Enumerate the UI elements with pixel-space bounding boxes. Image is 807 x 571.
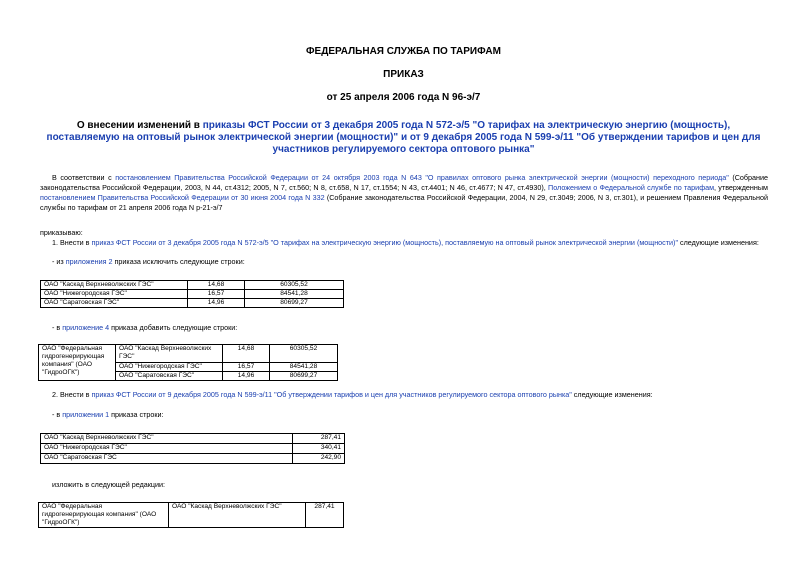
table-row [41, 281, 344, 290]
preamble-paragraph [40, 173, 768, 213]
cell-name: ОАО "Каскад Верхневолжских ГЭС" [41, 281, 188, 290]
preamble-text-1: В соответствии с [52, 173, 116, 182]
sub-item-2 [52, 323, 237, 332]
sub-item-1-link[interactable]: приложения 2 [65, 257, 113, 266]
sub-item-3-text-2: приказа строки: [109, 410, 164, 419]
cell-rate: 14,96 [188, 299, 245, 308]
cell-name: ОАО "Саратовская ГЭС" [116, 372, 223, 381]
cell-value: 80699,27 [270, 372, 338, 381]
agency-heading: ФЕДЕРАЛЬНАЯ СЛУЖБА ПО ТАРИФАМ [306, 46, 501, 57]
table-row [39, 503, 344, 528]
preamble-text-4: (Собрание законодательства Российской Федерации, 2004, N 29, ст.3049; 2006, N 3, ст.301), и решением Правления Федеральной службы по тарифам от 21 апреля 2006 года N р-21-э/7 [40, 193, 769, 212]
cell-rate: 14,96 [223, 372, 270, 381]
cell-value: 287,41 [293, 434, 345, 444]
item-2 [52, 390, 653, 399]
cell-name: ОАО "Нижегородская ГЭС" [41, 444, 293, 454]
cell-value: 80699,27 [245, 299, 344, 308]
table-new-rows [38, 502, 344, 528]
cell-value: 60305,52 [245, 281, 344, 290]
item-1-link[interactable]: приказ ФСТ России от 3 декабря 2005 года N 572-э/5 "О тарифах на электрическую энергию (мощность), поставляемую на оптовый рынок электрической энергии (мощности)" [91, 238, 679, 247]
table-row [41, 454, 345, 464]
doc-title [40, 120, 767, 156]
table-row [39, 345, 338, 363]
table-row [41, 434, 345, 444]
preamble-text-3: , утвержденным [714, 183, 768, 192]
cell-rate: 14,68 [223, 345, 270, 363]
cell-value: 287,41 [306, 503, 344, 528]
preamble-link-1[interactable]: постановлением Правительства Российской Федерации от 24 октября 2003 года N 643 "О правилах оптового рынка электрической энергии (мощности) переходного периода" [115, 173, 729, 182]
title-link[interactable]: приказы ФСТ России от 3 декабря 2005 года N 572-э/5 "О тарифах на электрическую энергию (мощность), поставляемую на оптовый рынок электрической энергии (мощности)" и от 9 декабря 2005 года N 599-э/11 "Об утверждении тарифов и цен для участников регулируемого сектора оптового рынка" [46, 120, 761, 155]
doc-date: от 25 апреля 2006 года N 96-э/7 [326, 92, 481, 103]
sub-item-1-text-1: - из [52, 257, 66, 266]
cell-name: ОАО "Нижегородская ГЭС" [116, 363, 223, 372]
sub-item-4: изложить в следующей редакции: [52, 480, 166, 489]
cell-company: ОАО "Федеральная гидрогенерирующая компания" (ОАО "ГидроОГК") [39, 503, 169, 528]
sub-item-2-text-2: приказа добавить следующие строки: [109, 323, 238, 332]
cell-value: 84541,28 [245, 290, 344, 299]
preamble-link-3[interactable]: постановлением Правительства Российской Федерации от 30 июня 2004 года N 332 [40, 193, 325, 202]
title-prefix: О внесении изменений в [76, 120, 203, 131]
sub-item-3-text-1: - в [52, 410, 63, 419]
preamble-link-2[interactable]: Положением о Федеральной службе по тарифам [548, 183, 715, 192]
item-2-text-2: следующие изменения: [571, 390, 653, 399]
doc-type-heading: ПРИКАЗ [383, 69, 424, 80]
sub-item-1-text-2: приказа исключить следующие строки: [112, 257, 245, 266]
cell-value: 340,41 [293, 444, 345, 454]
sub-item-2-link[interactable]: приложение 4 [62, 323, 110, 332]
preamble-text-2: (Собрание законодательства Российской Федерации, 2003, N 44, ст.4312; 2005, N 7, ст.560; N 8, ст.658, N 17, ст.1554; N 43, ст.4401; N 46, ст.4677; N 47, ст.4930), [40, 173, 769, 192]
table-added-rows [38, 344, 338, 381]
table-row [41, 444, 345, 454]
cell-value: 84541,28 [270, 363, 338, 372]
item-1 [52, 238, 759, 247]
table-replaced-rows [40, 433, 345, 464]
item-1-text-2: следующие изменения: [678, 238, 759, 247]
sub-item-3-link[interactable]: приложении 1 [62, 410, 110, 419]
cell-name: ОАО "Нижегородская ГЭС" [41, 290, 188, 299]
sub-item-3 [52, 410, 164, 419]
table-row [41, 290, 344, 299]
order-word: приказываю: [40, 228, 83, 237]
sub-item-1 [52, 257, 245, 266]
table-row [41, 299, 344, 308]
table-excluded-rows [40, 280, 344, 308]
item-2-link[interactable]: приказ ФСТ России от 9 декабря 2005 года N 599-э/11 "Об утверждении тарифов и цен для участников регулируемого сектора оптового рынка" [91, 390, 572, 399]
sub-item-2-text-1: - в [52, 323, 63, 332]
cell-name: ОАО "Каскад Верхневолжских ГЭС" [41, 434, 293, 444]
cell-name: ОАО "Саратовская ГЭС" [41, 299, 188, 308]
cell-value: 242,90 [293, 454, 345, 464]
cell-rate: 16,57 [188, 290, 245, 299]
cell-name: ОАО "Саратовская ГЭС [41, 454, 293, 464]
cell-value: 60305,52 [270, 345, 338, 363]
cell-rate: 14,68 [188, 281, 245, 290]
cell-rate: 16,57 [223, 363, 270, 372]
cell-name: ОАО "Каскад Верхневолжских ГЭС" [169, 503, 306, 528]
cell-name: ОАО "Каскад Верхневолжских ГЭС" [116, 345, 223, 363]
item-1-text-1: 1. Внести в [52, 238, 92, 247]
cell-company: ОАО "Федеральная гидрогенерирующая компания" (ОАО "ГидроОГК") [39, 345, 116, 381]
item-2-text-1: 2. Внести в [52, 390, 92, 399]
